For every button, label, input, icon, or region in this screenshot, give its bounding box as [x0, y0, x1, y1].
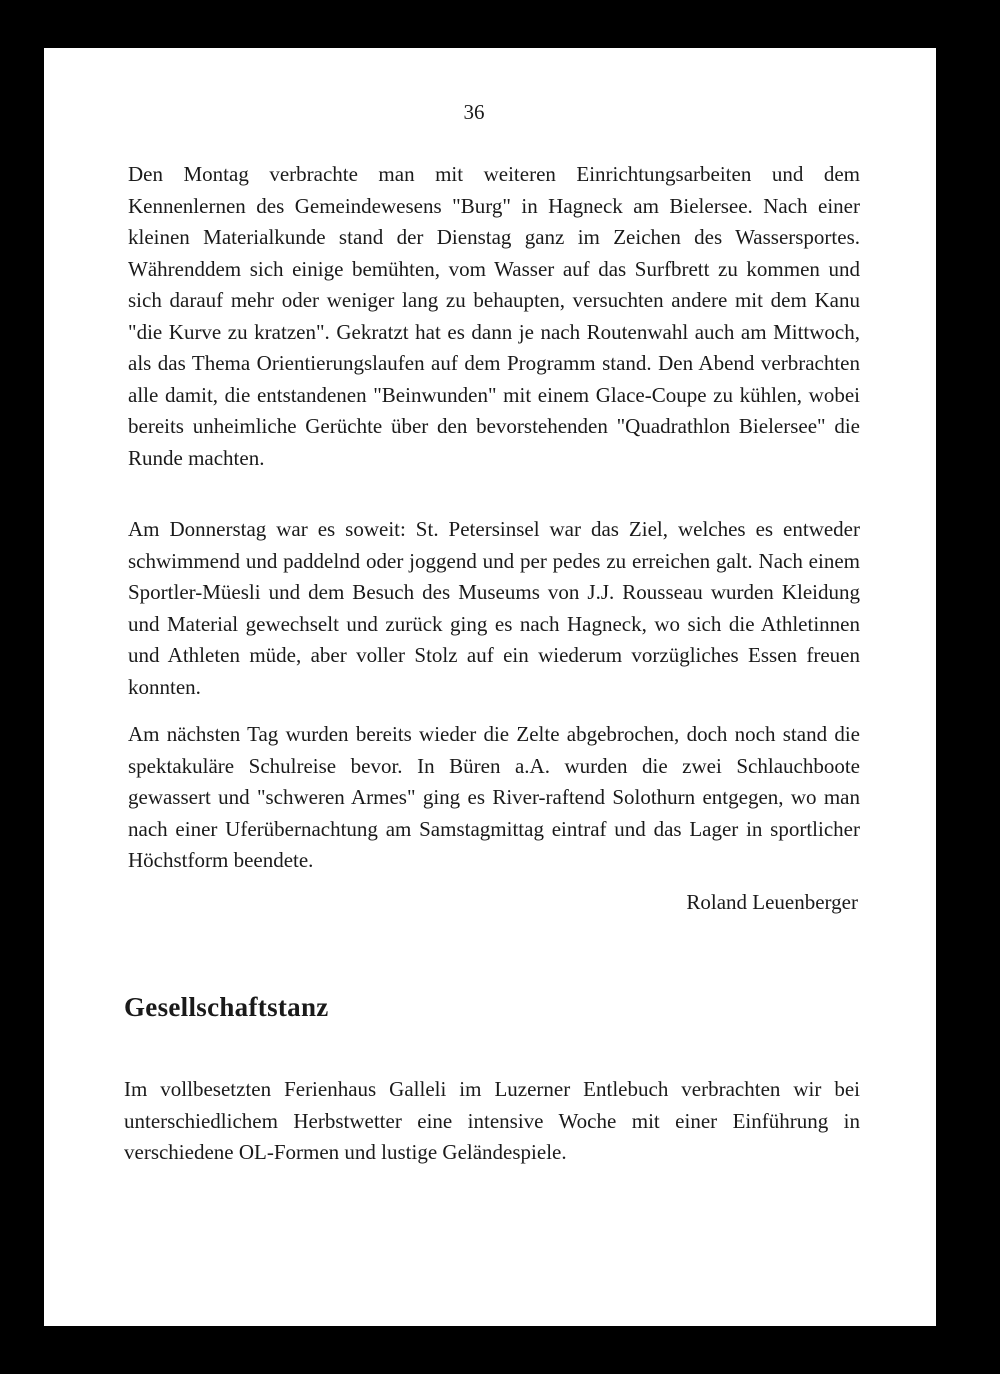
document-page [44, 48, 936, 1326]
paragraph-donnerstag: Am Donnerstag war es soweit: St. Petersinsel war das Ziel, welches es entweder schwimmend und paddelnd oder joggend und per pedes zu erreichen galt. Nach einem Sportler-Müesli und dem Besuch des Museums von J.J. Rousseau wurden Kleidung und Material gewechselt und zurück ging es nach Hagneck, wo sich die Athletinnen und Athleten müde, aber voller Stolz auf ein wiederum vorzügliches Essen freuen konnten. [128, 517, 860, 699]
section-heading: Gesellschaftstanz [124, 992, 329, 1022]
paragraph-montag: Den Montag verbrachte man mit weiteren Einrichtungsarbeiten und dem Kennenlernen des Gemeindewesens "Burg" in Hagneck am Bielersee. Nach einer kleinen Materialkunde stand der Dienstag ganz im Zeichen des Wassersportes. Währenddem sich einige bemühten, vom Wasser auf das Surfbrett zu kommen und sich darauf mehr oder weniger lang zu behaupten, versuchten andere mit dem Kanu "die Kurve zu kratzen". Gekratzt hat es dann je nach Routenwahl auch am Mittwoch, als das Thema Orientierungslaufen auf dem Programm stand. Den Abend verbrachten alle damit, die entstandenen "Beinwunden" mit einem Glace-Coupe zu kühlen, wobei bereits unheimliche Gerüchte über den bevorstehenden "Quadrathlon Bielersee" die Runde machten. [128, 162, 860, 470]
author-signature: Roland Leuenberger [686, 890, 858, 914]
page-number: 36 [463, 100, 485, 124]
section-paragraph: Im vollbesetzten Ferienhaus Galleli im Luzerner Entlebuch verbrachten wir bei unterschiedlichem Herbstwetter eine intensive Woche mit einer Einführung in verschiedene OL-Formen und lustige Geländespiele. [124, 1077, 860, 1164]
paragraph-naechster-tag: Am nächsten Tag wurden bereits wieder die Zelte abgebrochen, doch noch stand die spektakuläre Schulreise bevor. In Büren a.A. wurden die zwei Schlauchboote gewassert und "schweren Armes" ging es River-raftend Solothurn entgegen, wo man nach einer Uferübernachtung am Samstagmittag eintraf und das Lager in sportlicher Höchstform beendete. [128, 722, 860, 872]
